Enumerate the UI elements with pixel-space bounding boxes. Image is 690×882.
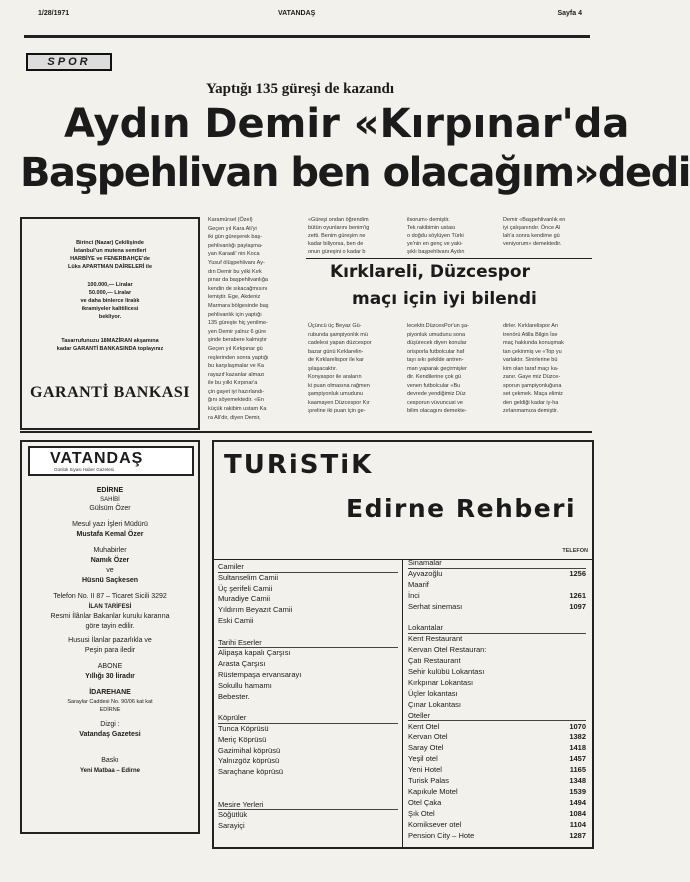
guide-item-label: Şık Otel — [408, 808, 435, 818]
masthead-details — [22, 486, 198, 776]
text-line: ile bu yılki Kırpınar'a — [208, 380, 258, 387]
text-line: rubunda şampiyonlık mü — [308, 331, 368, 338]
text-line: zanır. Gaye miz Düzce- — [503, 374, 561, 380]
text-line: şılaşacaktır. — [308, 365, 338, 372]
guide-item-label: Yeni Hotel — [408, 765, 442, 775]
text-line: tayı sıkı şekilde antren- — [407, 357, 464, 363]
text-line: şampiyonluk umudunu — [308, 391, 364, 397]
text-line: şıklı başpehlivanı Aydın — [407, 249, 465, 255]
guide-list-item — [218, 573, 398, 583]
guide-column-divider — [402, 559, 403, 847]
text-line: yen Demir yalnız 6 güre — [208, 328, 267, 335]
guide-list-item — [218, 724, 398, 734]
guide-title-1: TURiSTiK — [224, 450, 374, 480]
guide-item-phone: 1348 — [569, 776, 586, 785]
guide-item-phone: 1539 — [569, 786, 586, 796]
guide-item-label: Üç şerifeli Camii — [218, 583, 273, 593]
text-line: kaamayen Düzcespor Kır — [308, 399, 370, 406]
text-line: Marmara bölgesinde baş — [208, 302, 269, 309]
sub-article-rule — [306, 258, 592, 259]
text-line: dir. Kendilerine çok gü — [407, 374, 462, 380]
correspondent-1: Namık Özer — [90, 557, 130, 564]
correspondent-and: ve — [106, 567, 114, 574]
private-ads-2: Peşin para iledir — [84, 647, 136, 654]
text-line: yan Karaali' nin Koca — [208, 251, 260, 258]
sub-article-column-2 — [407, 322, 500, 416]
guide-list-item — [218, 605, 398, 615]
text-line: cadelesi yapan düzcespor — [308, 340, 372, 346]
owner-name: Gülsüm Özer — [89, 505, 131, 512]
bank-ad-line: 50.000,— Liralar — [88, 290, 132, 296]
press-name: Yeni Matbaa – Edirne — [79, 768, 141, 774]
sub-article-column-1 — [308, 322, 404, 416]
guide-list-item — [218, 756, 398, 766]
text-line: bilim olacagını demekte- — [407, 408, 467, 414]
text-line: ye'nin en genç ve yaki- — [407, 241, 463, 247]
text-line: venen futbolcular «Bu — [407, 382, 461, 389]
printer-label: Dizgi : — [100, 721, 120, 728]
bank-ad-line: Tasarrufunuzu 18MAZİRAN akşamına — [61, 338, 159, 344]
subscription-price: Yıllığı 30 liradır — [85, 673, 135, 680]
bank-ad-line: İstanbul'un mutena semtleri — [73, 248, 147, 254]
text-line: trenörü Atilla Bilgin İse — [503, 331, 558, 338]
guide-left-column — [218, 562, 398, 842]
masthead-subtitle: Günlük Siyasi Haber Gazetesi — [54, 467, 115, 472]
text-line: Konyaspor ile araların — [308, 374, 362, 380]
guide-item-label: Mesire Yerleri — [218, 799, 264, 809]
guide-item-label: Komiksever otel — [408, 819, 462, 829]
text-line: pehlivanlığı paylaşma- — [208, 242, 263, 249]
guide-list-item — [218, 659, 398, 669]
sub-article-column-3 — [503, 322, 593, 416]
guide-list-item — [408, 831, 586, 841]
text-line: den geldiği kadar iy-ha — [503, 399, 559, 406]
guide-list-item — [408, 634, 586, 644]
text-line: 135 güreşte hiç yenilme- — [208, 320, 268, 327]
guide-item-label: Kapıkule Motel — [408, 786, 458, 796]
guide-item-label: Kent Restaurant — [408, 634, 463, 644]
guide-item-phone: 1287 — [569, 830, 586, 840]
guide-list-item — [218, 584, 398, 594]
guide-list-item — [218, 681, 398, 691]
guide-list-item — [408, 700, 586, 710]
guide-item-phone: 1070 — [569, 721, 586, 731]
guide-item-label: Tunca Köprüsü — [218, 724, 269, 733]
office-city: EDİRNE — [99, 707, 121, 713]
guide-item-phone: 1382 — [569, 732, 586, 742]
text-line: dirler. Kırklarelispor An — [503, 323, 559, 329]
text-line: cesporun vüvuncusi ve — [407, 399, 463, 406]
guide-item-label: Muradiye Camii — [218, 594, 271, 604]
text-line: küçük rakibim ustam Ka — [208, 406, 267, 413]
headline-line1: Aydın Demir «Kırpınar'da — [64, 101, 630, 147]
guide-item-label: Sultanselim Camii — [218, 572, 279, 582]
guide-item-label: Çatı Restaurant — [408, 656, 461, 666]
text-line: lemiştir. Ege, Akdeniz — [208, 294, 261, 301]
bank-ad-line: Birinci (Nazar) Çekilişinde — [76, 240, 144, 246]
guide-list-item — [408, 689, 586, 699]
guide-item-phone: 1494 — [569, 797, 586, 807]
page-header — [38, 10, 582, 22]
header-paper-name: VATANDAŞ — [278, 10, 316, 17]
text-line: set çekmek. Maça elimiz — [503, 391, 563, 397]
guide-title-2: Edirne Rehberi — [346, 494, 577, 523]
text-line: ğını söyemektedir. «En — [208, 397, 264, 404]
guide-list-item — [408, 743, 586, 753]
guide-list-item — [408, 820, 586, 830]
guide-list-item — [218, 648, 398, 658]
press-label: Baskı — [101, 757, 119, 764]
text-line: bütün oyunlarını benim'ig — [308, 225, 370, 231]
guide-item-label: Tarihi Eserler — [218, 637, 262, 647]
text-line: Üçüncü üç Beyaz Gü- — [308, 323, 362, 329]
bank-ad — [20, 217, 200, 430]
guide-list-item — [408, 591, 586, 601]
guide-section-heading — [218, 562, 398, 573]
text-line: Geçen yıl Kırkpınar gü — [208, 345, 263, 352]
kicker: Yaptığı 135 güreşi de kazandı — [205, 81, 395, 97]
guide-item-label: Eski Camii — [218, 616, 254, 625]
guide-item-label: Yeşil otel — [408, 754, 438, 764]
guide-section-heading — [408, 558, 586, 569]
guide-item-phone: 1097 — [569, 601, 586, 611]
editor-name: Mustafa Kemal Özer — [76, 531, 144, 538]
guide-right-column — [408, 558, 586, 846]
guide-item-label: Gazimihal köprüsü — [218, 745, 281, 755]
guide-item-label: Kervan Otel Restauran: — [408, 645, 487, 655]
guide-item-label: Ayvazoğlu — [408, 568, 443, 578]
guide-item-label: Sarayiçi — [218, 821, 245, 831]
guide-list-item — [408, 776, 586, 786]
text-line: düşürecek diyen konular — [407, 340, 467, 346]
text-line: rayazıf kazanlar almazı — [208, 371, 265, 378]
guide-item-label: Sehir kulübü Lokantası — [408, 667, 485, 676]
text-line: şinde berabere kalmıştır — [208, 337, 267, 344]
text-line: pehlivanlık için yaptığı — [208, 311, 262, 318]
guide-item-label: Üçler lokantası — [408, 688, 458, 698]
guide-item-label: Alipaşa kapalı Çarşısı — [218, 648, 291, 658]
article-column-3 — [407, 216, 500, 256]
guide-item-label: Otel Çaka — [408, 797, 442, 807]
bank-ad-line: kadar GARANTİ BANKASINDA toplayınız — [56, 346, 164, 352]
text-line: devrede yendiğimiz Düz — [407, 391, 466, 397]
guide-list-item — [408, 798, 586, 808]
correspondents-label: Muhabirler — [93, 547, 127, 554]
guide-list-item — [218, 616, 398, 626]
guide-list-item — [218, 821, 398, 831]
guide-item-phone: 1256 — [569, 568, 586, 578]
text-line: kim olan taraf maçı ka- — [503, 365, 559, 372]
guide-item-label: Pension City – Hote — [408, 830, 475, 840]
guide-item-label: Saray Otel — [408, 743, 444, 753]
guide-section-heading — [218, 800, 398, 811]
guide-list-item — [218, 670, 398, 680]
ad-rate-label: İLAN TARİFESİ — [88, 604, 132, 610]
text-line: zırlanmamıza demiştir. — [503, 408, 559, 414]
bank-ad-line: 100.000,— Liralar — [87, 282, 133, 288]
bank-ad-text — [22, 239, 198, 353]
text-line: şıreline iki puan için ge- — [308, 408, 366, 414]
guide-item-label: Yalnızgöz köprüsü — [218, 756, 280, 766]
text-line: tan çekinmiş ve «Top yu — [503, 348, 562, 355]
guide-item-label: Meriç Köprüsü — [218, 734, 267, 744]
owner-label: SAHİBİ — [100, 497, 120, 503]
guide-item-label: Çınar Lokantası — [408, 699, 461, 709]
guide-list-item — [408, 580, 586, 590]
guide-list-item — [408, 667, 586, 677]
text-line: iki gün güreşerek baş- — [208, 234, 263, 241]
guide-section-heading — [408, 711, 586, 722]
text-line: bazar günü Kırklarelin- — [308, 348, 364, 355]
guide-item-label: Turisk Palas — [408, 776, 449, 785]
guide-item-label: Oteller — [408, 710, 431, 720]
masthead-city: EDİRNE — [96, 487, 124, 494]
text-line: bu karşılaşmalar ve Ka — [208, 363, 264, 370]
guide-list-item — [218, 594, 398, 604]
guide-item-phone: 1457 — [569, 754, 586, 764]
text-line: Karamürsel (Özel) — [208, 217, 253, 223]
office-address: Saraylar Caddesi No. 90/06 kat kat — [67, 699, 153, 705]
text-line: pınar da başpehlivanlığa — [208, 277, 268, 284]
guide-item-phone: 1084 — [569, 808, 586, 818]
section-divider — [20, 431, 592, 433]
text-line: dın Demir bu yılki Kırk — [208, 268, 262, 275]
guide-item-label: Kent Otel — [408, 721, 440, 731]
guide-item-label: Sokullu hamamı — [218, 680, 272, 690]
printer-name: Vatandaş Gazetesi — [79, 731, 141, 738]
text-line: zetti. Benim güreşim ne — [308, 233, 366, 239]
guide-list-item — [408, 569, 586, 579]
text-line: kadar biliyorsa, ben de — [308, 241, 364, 247]
header-date: 1/28/1971 — [38, 10, 70, 17]
phone-line: Telefon No. II 87 – Ticaret Sicili 3292 — [53, 593, 167, 600]
article-column-2 — [308, 216, 404, 256]
text-line: de Kırklarelispor ile kar — [308, 357, 364, 363]
bank-ad-line: bekliyor. — [98, 314, 122, 320]
text-line: Demir «Başpehlivanlık en — [503, 217, 566, 223]
section-tag: SPOR — [26, 53, 112, 71]
guide-item-label: Yıldırım Beyazıt Camii — [218, 605, 293, 615]
guide-item-label: Rüstempaşa ervansarayı — [218, 670, 302, 679]
guide-list-item — [218, 746, 398, 756]
bank-ad-line: ve daha binlerce liralık — [80, 298, 140, 304]
masthead-logo — [28, 446, 194, 476]
text-line: orisporla futbolcular haf — [407, 348, 465, 355]
private-ads-1: Hususi İlanlar pazarlıkla ve — [68, 637, 152, 644]
text-line: kendin de sıkacağmısını — [208, 285, 268, 292]
text-line: Yusuf ölüşpehlivanı Ay- — [208, 259, 265, 266]
headline-line2: Başpehlivan ben olacağım»dedi — [20, 150, 690, 196]
guide-item-label: Kervan Otel — [408, 732, 448, 742]
guide-item-label: Bebester. — [218, 691, 250, 701]
guide-item-label: Sinamalar — [408, 558, 442, 567]
text-line: maç hakkında konuşmak — [503, 340, 564, 346]
sub-headline-1: Kırklareli, Düzcespor — [330, 262, 530, 282]
text-line: onun güreşini o kadar b — [308, 249, 366, 255]
text-line: ilsorum» demiştir. — [407, 217, 450, 223]
guide-section-heading — [218, 638, 398, 649]
guide-item-label: Söğütlük — [218, 810, 248, 820]
text-line: lecektir.DüzcesPor'un şa- — [407, 323, 469, 329]
guide-item-label: Kırkpınar Lokantası — [408, 677, 474, 687]
ad-rate-2: göre tayin edilir. — [85, 623, 135, 630]
guide-list-item — [408, 645, 586, 655]
text-line: iyi çalışanındır. Önce Al — [503, 225, 561, 231]
correspondent-2: Hüsnü Saçkesen — [81, 577, 139, 584]
text-line: o doğdu söylüyen Türki — [407, 233, 464, 239]
guide-list-item — [408, 732, 586, 742]
guide-list-item — [408, 787, 586, 797]
guide-item-label: Camiler — [218, 562, 244, 571]
guide-list-item — [218, 767, 398, 777]
header-page-number: Sayfa 4 — [557, 10, 582, 17]
masthead-box — [20, 440, 200, 834]
header-rule — [24, 35, 590, 38]
guide-phone-label: TELEFON — [562, 548, 588, 554]
guide-list-item — [218, 810, 398, 820]
masthead-name: VATANDAŞ — [50, 450, 144, 467]
text-line: piyonluk umudunu sona — [407, 331, 466, 338]
text-line: çin gayet iyi hazırlandı- — [208, 388, 265, 395]
text-line: varlaktır. Sinirlerine bü — [503, 357, 558, 363]
guide-item-phone: 1165 — [569, 765, 586, 775]
text-line: Tek rakibimin ustası — [407, 225, 456, 231]
guide-list-item — [408, 656, 586, 666]
guide-section-heading — [408, 623, 586, 634]
text-line: Geçen yıl Kara Ali'yi — [208, 225, 257, 232]
editor-label: Mesul yazı İşleri Müdürü — [72, 521, 148, 528]
guide-item-phone: 1418 — [569, 743, 586, 753]
article-column-4 — [503, 216, 593, 248]
tourist-guide — [212, 440, 594, 849]
bank-ad-line: ikramiyeler kalitilicesi — [81, 306, 139, 312]
guide-item-label: Maarif — [408, 579, 429, 589]
guide-item-phone: 1104 — [569, 819, 586, 829]
guide-list-item — [408, 765, 586, 775]
guide-list-item — [218, 692, 398, 702]
guide-item-label: Saraçhane köprüsü — [218, 767, 284, 777]
text-line: reşlerinden sonra yaptığı — [208, 354, 269, 361]
text-line: sporun şampiyonluğuna — [503, 382, 562, 389]
guide-item-label: Arasta Çarşısı — [218, 659, 266, 669]
guide-item-label: Köprüler — [218, 713, 247, 723]
ad-rate-1: Resmi İlânlar Bakanlar kurulu kararına — [50, 613, 170, 620]
guide-list-item — [408, 754, 586, 764]
guide-list-item — [408, 809, 586, 819]
bank-name: GARANTİ BANKASI — [30, 384, 190, 401]
guide-list-item — [218, 735, 398, 745]
bank-ad-line: HARBİYE ve FENERBAHÇE'de — [70, 256, 150, 262]
text-line: man yaparak geçirmişler — [407, 365, 467, 372]
guide-item-label: Serhat sineması — [408, 601, 463, 611]
text-line: lah'a sonra kendime gü — [503, 233, 560, 239]
guide-item-label: İnci — [408, 590, 420, 600]
guide-list-item — [408, 722, 586, 732]
subscription-label: ABONE — [97, 663, 123, 670]
guide-item-label: Lokantalar — [408, 623, 444, 633]
text-line: veniyorum» demektedir. — [503, 241, 562, 247]
guide-list-item — [408, 602, 586, 612]
guide-item-phone: 1261 — [569, 590, 586, 600]
text-line: ra Ali'dir, diyen Demir, — [208, 414, 261, 421]
text-line: ki puan olmasına rağmen — [308, 382, 370, 389]
sub-headline-2: maçı için iyi bilendi — [352, 289, 537, 309]
text-line: «Güreşi ondan öğrendim — [308, 217, 369, 223]
guide-section-heading — [218, 713, 398, 724]
guide-list-item — [408, 678, 586, 688]
office-label: İDAREHANE — [89, 689, 131, 696]
article-column-1 — [208, 216, 306, 422]
bank-ad-line: Lüks APARTMAN DAİRELERİ ile — [67, 264, 153, 270]
